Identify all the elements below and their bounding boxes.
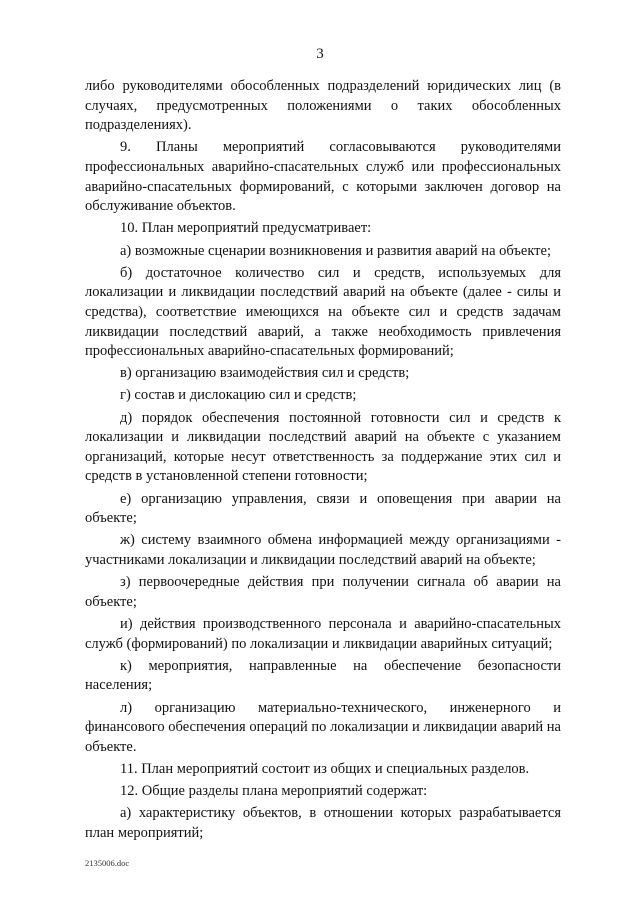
paragraph: л) организацию материально-технического, инженерного и финансового обеспечения операций по локализации и ликвидации аварий на объекте. [85, 699, 561, 755]
page-number: 3 [316, 46, 324, 62]
footer-filename: 2135006.doc [85, 858, 130, 868]
paragraph: 12. Общие разделы плана мероприятий содержат: [120, 783, 428, 800]
paragraph: и) действия производственного персонала и аварийно-спасательных служб (формирований) по локализации и ликвидации аварийных ситуаций; [85, 615, 561, 652]
paragraph: з) первоочередные действия при получении сигнала об аварии на объекте; [85, 574, 561, 610]
document-body [85, 77, 561, 846]
paragraph: г) состав и дислокацию сил и средств; [120, 387, 357, 404]
paragraph: 9. Планы мероприятий согласовываются руководителями профессиональных аварийно-спасательных служб или профессиональных аварийно-спасательных формирований, с которыми заключен договор на обслуживание объектов. [85, 139, 561, 215]
paragraph: в) организацию взаимодействия сил и средств; [120, 365, 410, 382]
paragraph: д) порядок обеспечения постоянной готовности сил и средств к локализации и ликвидации последствий аварий на объекте с указанием организаций, которые несут ответственность за поддержание этих сил и средств в установленной степени готовности; [85, 409, 561, 485]
paragraph: а) возможные сценарии возникновения и развития аварий на объекте; [120, 242, 551, 259]
paragraph: ж) систему взаимного обмена информацией между организациями - участниками локализации и ликвидации последствий аварий на объекте; [85, 532, 561, 568]
paragraph: 11. План мероприятий состоит из общих и специальных разделов. [120, 760, 530, 777]
paragraph: к) мероприятия, направленные на обеспечение безопасности населения; [85, 657, 561, 694]
paragraph: либо руководителями обособленных подразделений юридических лиц (в случаях, предусмотренных положениями о таких обособленных подразделениях). [85, 78, 561, 134]
paragraph: е) организацию управления, связи и оповещения при аварии на объекте; [85, 490, 561, 527]
paragraph: а) характеристику объектов, в отношении которых разрабатывается план мероприятий; [85, 805, 561, 841]
paragraph: 10. План мероприятий предусматривает: [120, 220, 372, 237]
paragraph: б) достаточное количество сил и средств, используемых для локализации и ликвидации последствий аварий на объекте (далее - силы и средства), соответствие имеющихся на объекте сил и средств задачам ликвидации последствий аварий, а также необходимость привлечения профессиональных аварийно-спасательных формирований; [85, 264, 561, 360]
